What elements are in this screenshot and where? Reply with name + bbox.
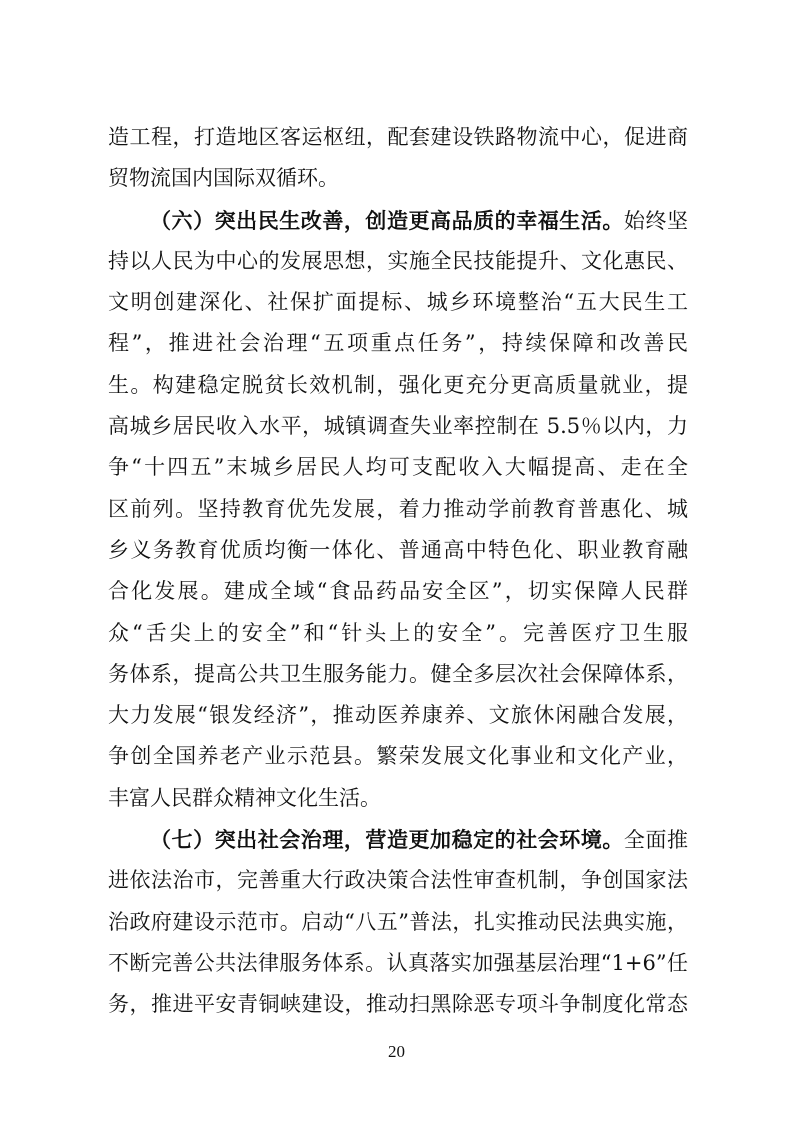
text-line: 众“舌尖上的安全”和“针头上的安全”。完善医疗卫生服 [108, 620, 688, 645]
text-line: 争“十四五”末城乡居民人均可支配收入大幅提高、走在全 [108, 455, 688, 480]
text-line: 丰富人民群众精神文化生活。 [108, 785, 381, 810]
text-line: 乡义务教育优质均衡一体化、普通高中特色化、职业教育融 [108, 537, 688, 562]
section-heading-7: （七）突出社会治理，营造更加稳定的社会环境。 [150, 827, 624, 853]
text-line: 区前列。坚持教育优先发展，着力推动学前教育普惠化、城 [108, 496, 688, 521]
section-heading-line: （六）突出民生改善，创造更高品质的幸福生活。始终坚 [150, 207, 688, 233]
body-text [108, 117, 688, 1026]
text-line: 程”，推进社会治理“五项重点任务”，持续保障和改善民 [108, 331, 688, 356]
text-line: 务，推进平安青铜峡建设，推动扫黑除恶专项斗争制度化常态 [108, 992, 688, 1017]
text-line: 造工程，打造地区客运枢纽，配套建设铁路物流中心，促进商 [108, 125, 688, 149]
text-line: 争创全国养老产业示范县。繁荣发展文化事业和文化产业， [108, 744, 688, 769]
page-number: 20 [388, 1042, 405, 1061]
text-line: 高城乡居民收入水平，城镇调查失业率控制在 5.5％以内，力 [108, 414, 688, 439]
text-line: 进依法治市，完善重大行政决策合法性审查机制，争创国家法 [108, 868, 688, 893]
text-line: 治政府建设示范市。启动“八五”普法，扎实推动民法典实施， [108, 909, 688, 934]
section-heading-6: （六）突出民生改善，创造更高品质的幸福生活。 [150, 207, 624, 233]
section-heading-line: （七）突出社会治理，营造更加稳定的社会环境。全面推 [150, 827, 688, 853]
text-line: 贸物流国内国际双循环。 [108, 166, 339, 191]
text-line: 持以人民为中心的发展思想，实施全民技能提升、文化惠民、 [108, 248, 688, 273]
text-line: 大力发展“银发经济”，推动医养康养、文旅休闲融合发展， [108, 703, 688, 728]
text-line: 务体系，提高公共卫生服务能力。健全多层次社会保障体系， [108, 661, 688, 686]
text-line: 不断完善公共法律服务体系。认真落实加强基层治理“1+6”任 [108, 950, 688, 975]
text-line: 文明创建深化、社保扩面提标、城乡环境整治“五大民生工 [108, 290, 688, 315]
text-line: 合化发展。建成全域“食品药品安全区”，切实保障人民群 [108, 579, 688, 604]
text-line: 生。构建稳定脱贫长效机制，强化更充分更高质量就业，提 [108, 372, 688, 397]
